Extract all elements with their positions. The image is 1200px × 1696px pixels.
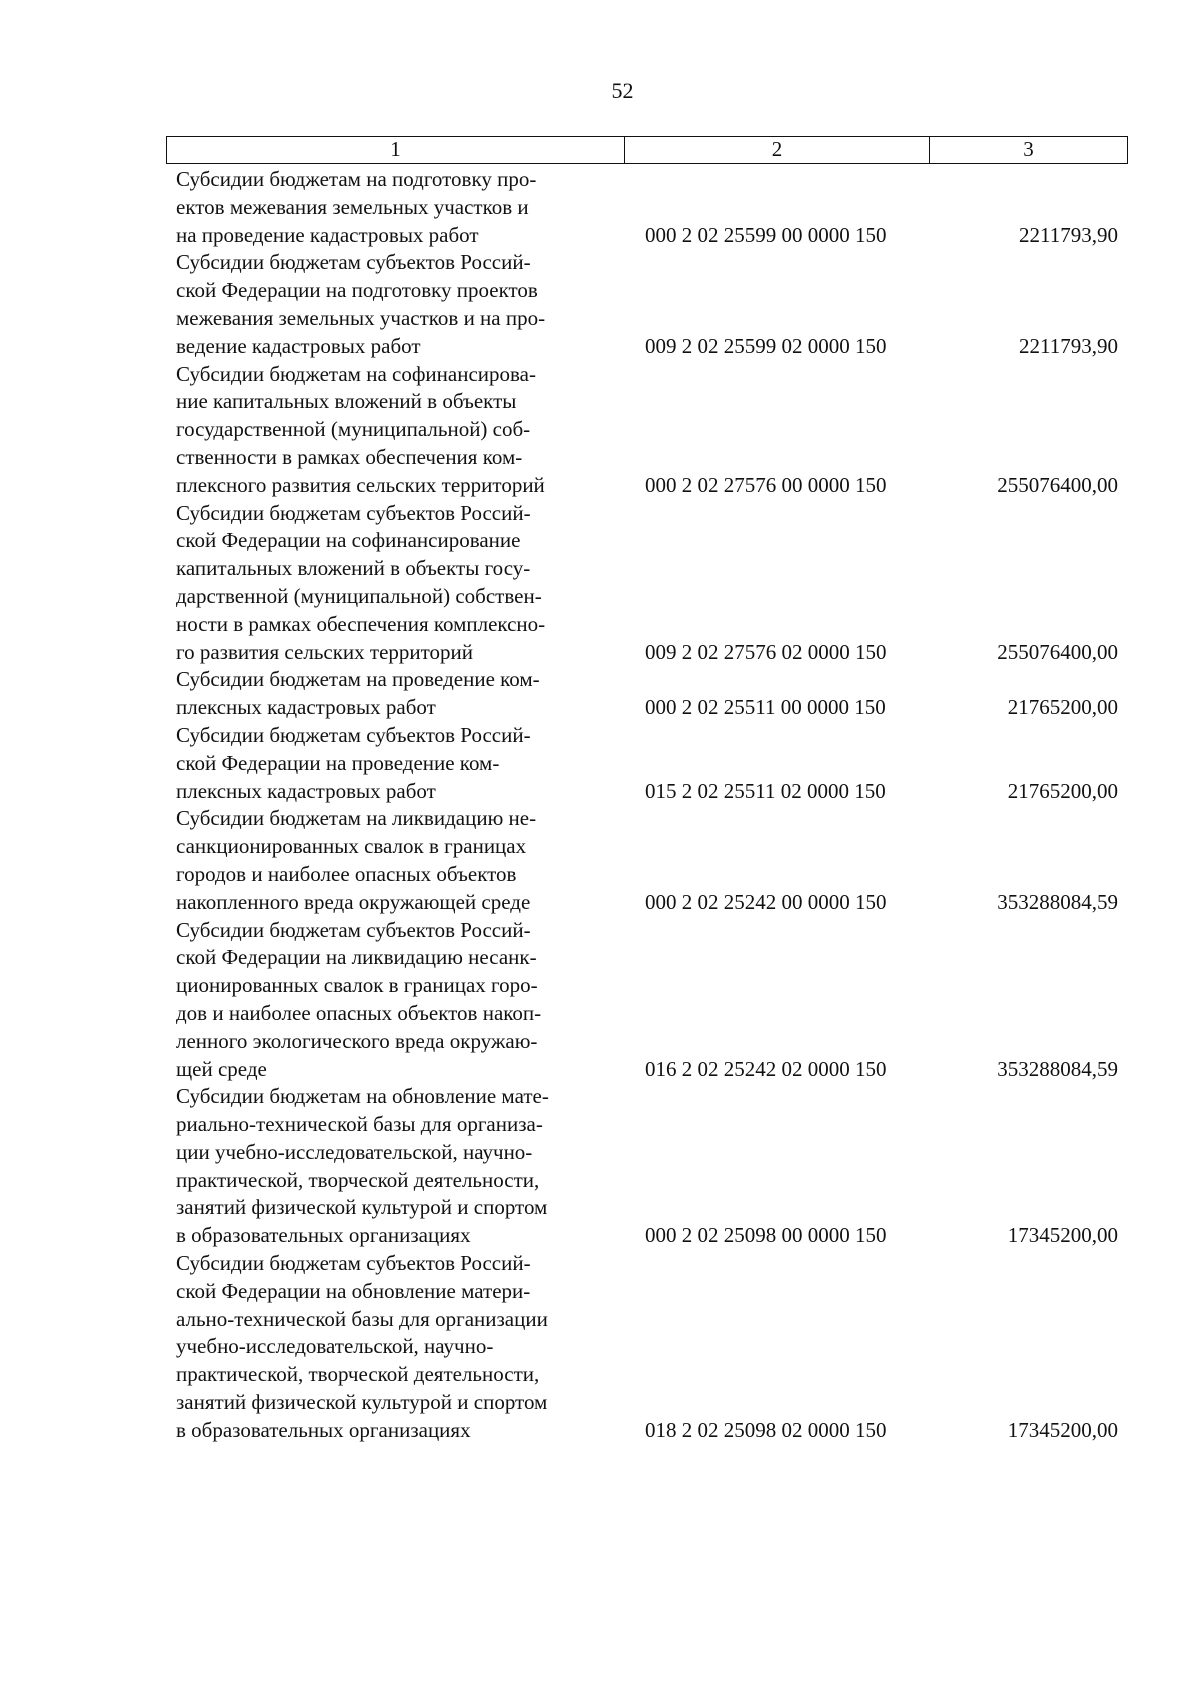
row-amount: 255076400,00 [997,639,1118,664]
row-code: 009 2 02 25599 02 0000 150 [645,333,887,358]
row-code: 000 2 02 25242 00 0000 150 [645,889,887,914]
row-code: 009 2 02 27576 02 0000 150 [645,639,887,664]
row-code: 000 2 02 25599 00 0000 150 [645,222,887,247]
row-code: 015 2 02 25511 02 0000 150 [645,778,886,803]
row-amount: 2211793,90 [1019,333,1118,358]
row-description: Субсидии бюджетам субъектов Россий- ской Федерации на софинансирование капитальных вложений в объекты госу- дарственной (муниципальной) собствен- ности в рамках обеспечения комплексно- го развития сельских территорий [176,500,546,664]
table-body [176,166,1126,1445]
table-row [176,166,1126,249]
row-amount: 2211793,90 [1019,222,1118,247]
table-row [176,722,1126,805]
row-amount: 353288084,59 [997,889,1118,914]
table-row [176,805,1126,916]
row-code: 000 2 02 25098 00 0000 150 [645,1223,887,1248]
row-description: Субсидии бюджетам субъектов Россий- ской Федерации на обновление матери- ально-технической базы для организации учебно-исследовательской, научно- практической, творческой деятельности, занятий физической культурой и спортом в образовательных организациях [176,1251,548,1442]
row-code: 000 2 02 25511 00 0000 150 [645,695,886,720]
table-row [176,500,1126,667]
row-amount: 17345200,00 [1007,1417,1118,1442]
page-number: 52 [611,78,634,103]
row-description: Субсидии бюджетам на софинансирова- ние капитальных вложений в объекты государственной (муниципальной) соб- ственности в рамках обеспечения ком- плексного развития сельских территорий [176,361,545,497]
table-row [176,917,1126,1084]
row-amount: 21765200,00 [1007,778,1118,803]
table-row [176,361,1126,500]
row-amount: 353288084,59 [997,1056,1118,1081]
row-amount: 21765200,00 [1007,695,1118,720]
header-col-3: 3 [1023,137,1034,161]
table-row [176,666,1126,722]
row-description: Субсидии бюджетам субъектов Россий- ской Федерации на проведение ком- плексных кадастровых работ [176,722,531,803]
row-amount: 255076400,00 [997,472,1118,497]
row-code: 018 2 02 25098 02 0000 150 [645,1417,887,1442]
table-row [176,1250,1126,1445]
row-description: Субсидии бюджетам на подготовку про- ектов межевания земельных участков и на проведение кадастровых работ [176,167,537,247]
row-description: Субсидии бюджетам на проведение ком- плексных кадастровых работ [176,667,540,720]
row-description: Субсидии бюджетам субъектов Россий- ской Федерации на ликвидацию несанк- ционированных свалок в границах горо- дов и наиболее опасных объектов накоп- ленного экологического вреда окружаю- щей среде [176,917,542,1081]
row-code: 016 2 02 25242 02 0000 150 [645,1056,887,1081]
table-row [176,249,1126,360]
header-col-1: 1 [167,137,625,163]
table-header [166,136,1128,164]
row-description: Субсидии бюджетам на ликвидацию не- санкционированных свалок в границах городов и наиболее опасных объектов накопленного вреда окружающей среде [176,806,537,914]
row-amount: 17345200,00 [1007,1223,1118,1248]
row-description: Субсидии бюджетам субъектов Россий- ской Федерации на подготовку проектов межевания земельных участков и на про- ведение кадастровых работ [176,250,546,358]
row-code: 000 2 02 27576 00 0000 150 [645,472,887,497]
header-col-2: 2 [625,137,930,163]
row-description: Субсидии бюджетам на обновление мате- риально-технической базы для организа- ции учебно-исследовательской, научно- практической, творческой деятельности, занятий физической культурой и спортом в образовательных организациях [176,1084,549,1248]
table-row [176,1083,1126,1250]
